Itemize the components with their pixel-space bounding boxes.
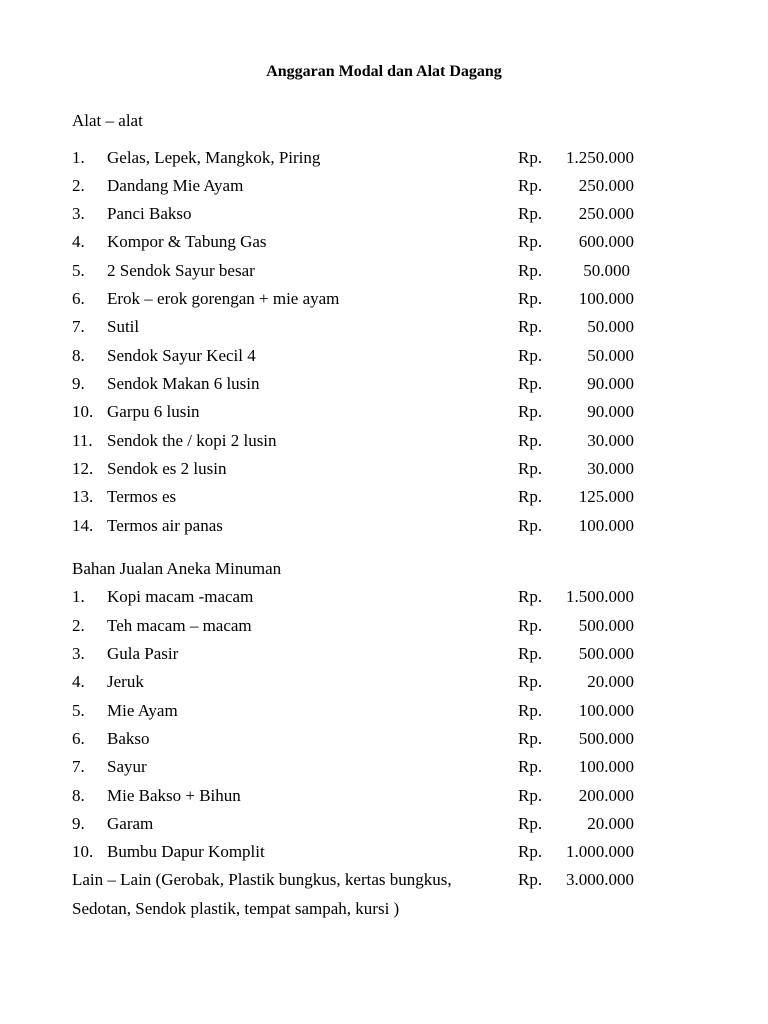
item-number: 7.	[72, 757, 85, 776]
item-name: Sendok Makan 6 lusin	[107, 374, 260, 393]
item-name: Jeruk	[107, 672, 144, 691]
item-number: 12.	[72, 459, 94, 478]
item-amount: 20.000	[587, 814, 634, 833]
item-currency: Rp.	[518, 346, 543, 365]
item-name: Gula Pasir	[107, 644, 179, 663]
item-name: Sendok Sayur Kecil 4	[107, 346, 256, 365]
item-currency: Rp.	[518, 616, 543, 635]
item-amount: 100.000	[578, 516, 634, 535]
item-amount: 90.000	[587, 402, 634, 421]
item-currency: Rp.	[518, 148, 543, 167]
item-currency: Rp.	[518, 516, 543, 535]
item-amount: 250.000	[578, 204, 634, 223]
item-number: 3.	[72, 204, 85, 223]
item-number: 4.	[72, 672, 85, 691]
item-currency: Rp.	[518, 701, 543, 720]
item-number: 14.	[72, 516, 94, 535]
item-currency: Rp.	[518, 374, 543, 393]
item-currency: Rp.	[518, 402, 543, 421]
item-amount: 90.000	[587, 374, 634, 393]
tool-row	[0, 459, 768, 479]
tool-row	[0, 176, 768, 196]
item-number: 6.	[72, 729, 85, 748]
item-number: 9.	[72, 814, 85, 833]
goods-row	[0, 729, 768, 749]
item-number: 10.	[72, 842, 94, 861]
tools-heading: Alat – alat	[72, 111, 143, 130]
item-currency: Rp.	[518, 786, 543, 805]
item-number: 2.	[72, 616, 85, 635]
item-amount: 250.000	[578, 176, 634, 195]
tool-row	[0, 232, 768, 252]
item-number: 11.	[72, 431, 93, 450]
item-currency: Rp.	[518, 487, 543, 506]
item-currency: Rp.	[518, 644, 543, 663]
item-name: Sendok es 2 lusin	[107, 459, 227, 478]
item-number: 5.	[72, 261, 85, 280]
item-number: 9.	[72, 374, 85, 393]
item-number: 10.	[72, 402, 94, 421]
item-name: Mie Bakso + Bihun	[107, 786, 241, 805]
tool-row	[0, 402, 768, 422]
item-currency: Rp.	[518, 672, 543, 691]
other-costs-row	[0, 870, 768, 890]
item-name: Erok – erok gorengan + mie ayam	[107, 289, 340, 308]
item-currency: Rp.	[518, 814, 543, 833]
item-number: 3.	[72, 644, 85, 663]
item-amount: 500.000	[578, 729, 634, 748]
item-number: 13.	[72, 487, 94, 506]
goods-row	[0, 757, 768, 777]
item-amount: 1.250.000	[566, 148, 634, 167]
tool-row	[0, 148, 768, 168]
item-amount: 3.000.000	[566, 870, 634, 889]
goods-row	[0, 587, 768, 607]
item-amount: 200.000	[578, 786, 634, 805]
item-name: Garam	[107, 814, 154, 833]
goods-heading: Bahan Jualan Aneka Minuman	[72, 559, 282, 578]
item-number: 4.	[72, 232, 85, 251]
item-name: Gelas, Lepek, Mangkok, Piring	[107, 148, 321, 167]
item-number: 8.	[72, 786, 85, 805]
item-amount: 500.000	[578, 616, 634, 635]
goods-row	[0, 842, 768, 862]
item-amount: 500.000	[578, 644, 634, 663]
item-currency: Rp.	[518, 289, 543, 308]
item-amount: 20.000	[587, 672, 634, 691]
tool-row	[0, 374, 768, 394]
item-currency: Rp.	[518, 204, 543, 223]
item-currency: Rp.	[518, 431, 543, 450]
item-amount: 30.000	[587, 459, 634, 478]
tool-row	[0, 487, 768, 507]
tool-row	[0, 346, 768, 366]
item-currency: Rp.	[518, 757, 543, 776]
goods-row	[0, 701, 768, 721]
item-currency: Rp.	[518, 870, 543, 889]
item-amount: 50.000	[583, 261, 630, 280]
item-amount: 125.000	[578, 487, 634, 506]
item-number: 8.	[72, 346, 85, 365]
item-amount: 100.000	[578, 701, 634, 720]
tool-row	[0, 317, 768, 337]
item-number: 2.	[72, 176, 85, 195]
item-name: Sendok the / kopi 2 lusin	[107, 431, 277, 450]
goods-row	[0, 786, 768, 806]
item-amount: 1.000.000	[566, 842, 634, 861]
item-number: 1.	[72, 148, 85, 167]
other-costs-label: Lain – Lain (Gerobak, Plastik bungkus, kertas bungkus, Sedotan, Sendok plastik, tempat sampah, kursi )	[72, 870, 452, 918]
item-currency: Rp.	[518, 842, 543, 861]
item-currency: Rp.	[518, 232, 543, 251]
item-name: Dandang Mie Ayam	[107, 176, 244, 195]
item-number: 7.	[72, 317, 85, 336]
item-amount: 100.000	[578, 757, 634, 776]
goods-row	[0, 644, 768, 664]
item-name: Termos air panas	[107, 516, 223, 535]
tool-row	[0, 516, 768, 536]
item-currency: Rp.	[518, 261, 543, 280]
goods-row	[0, 616, 768, 636]
item-name: Bakso	[107, 729, 150, 748]
item-name: Mie Ayam	[107, 701, 178, 720]
item-number: 6.	[72, 289, 85, 308]
tool-row	[0, 289, 768, 309]
item-currency: Rp.	[518, 587, 543, 606]
document-title: Anggaran Modal dan Alat Dagang	[266, 63, 502, 80]
item-name: Panci Bakso	[107, 204, 192, 223]
item-currency: Rp.	[518, 729, 543, 748]
item-name: Sayur	[107, 757, 147, 776]
item-name: 2 Sendok Sayur besar	[107, 261, 255, 280]
item-currency: Rp.	[518, 176, 543, 195]
item-currency: Rp.	[518, 459, 543, 478]
goods-row	[0, 814, 768, 834]
item-amount: 600.000	[578, 232, 634, 251]
item-name: Bumbu Dapur Komplit	[107, 842, 265, 861]
item-name: Sutil	[107, 317, 140, 336]
item-amount: 1.500.000	[566, 587, 634, 606]
item-name: Garpu 6 lusin	[107, 402, 200, 421]
tool-row	[0, 431, 768, 451]
item-number: 1.	[72, 587, 85, 606]
item-name: Termos es	[107, 487, 177, 506]
item-name: Kompor & Tabung Gas	[107, 232, 267, 251]
tool-row	[0, 261, 768, 281]
goods-row	[0, 672, 768, 692]
item-amount: 50.000	[587, 346, 634, 365]
item-amount: 30.000	[587, 431, 634, 450]
item-amount: 100.000	[578, 289, 634, 308]
item-currency: Rp.	[518, 317, 543, 336]
tool-row	[0, 204, 768, 224]
item-number: 5.	[72, 701, 85, 720]
item-name: Kopi macam -macam	[107, 587, 254, 606]
item-amount: 50.000	[587, 317, 634, 336]
item-name: Teh macam – macam	[107, 616, 252, 635]
